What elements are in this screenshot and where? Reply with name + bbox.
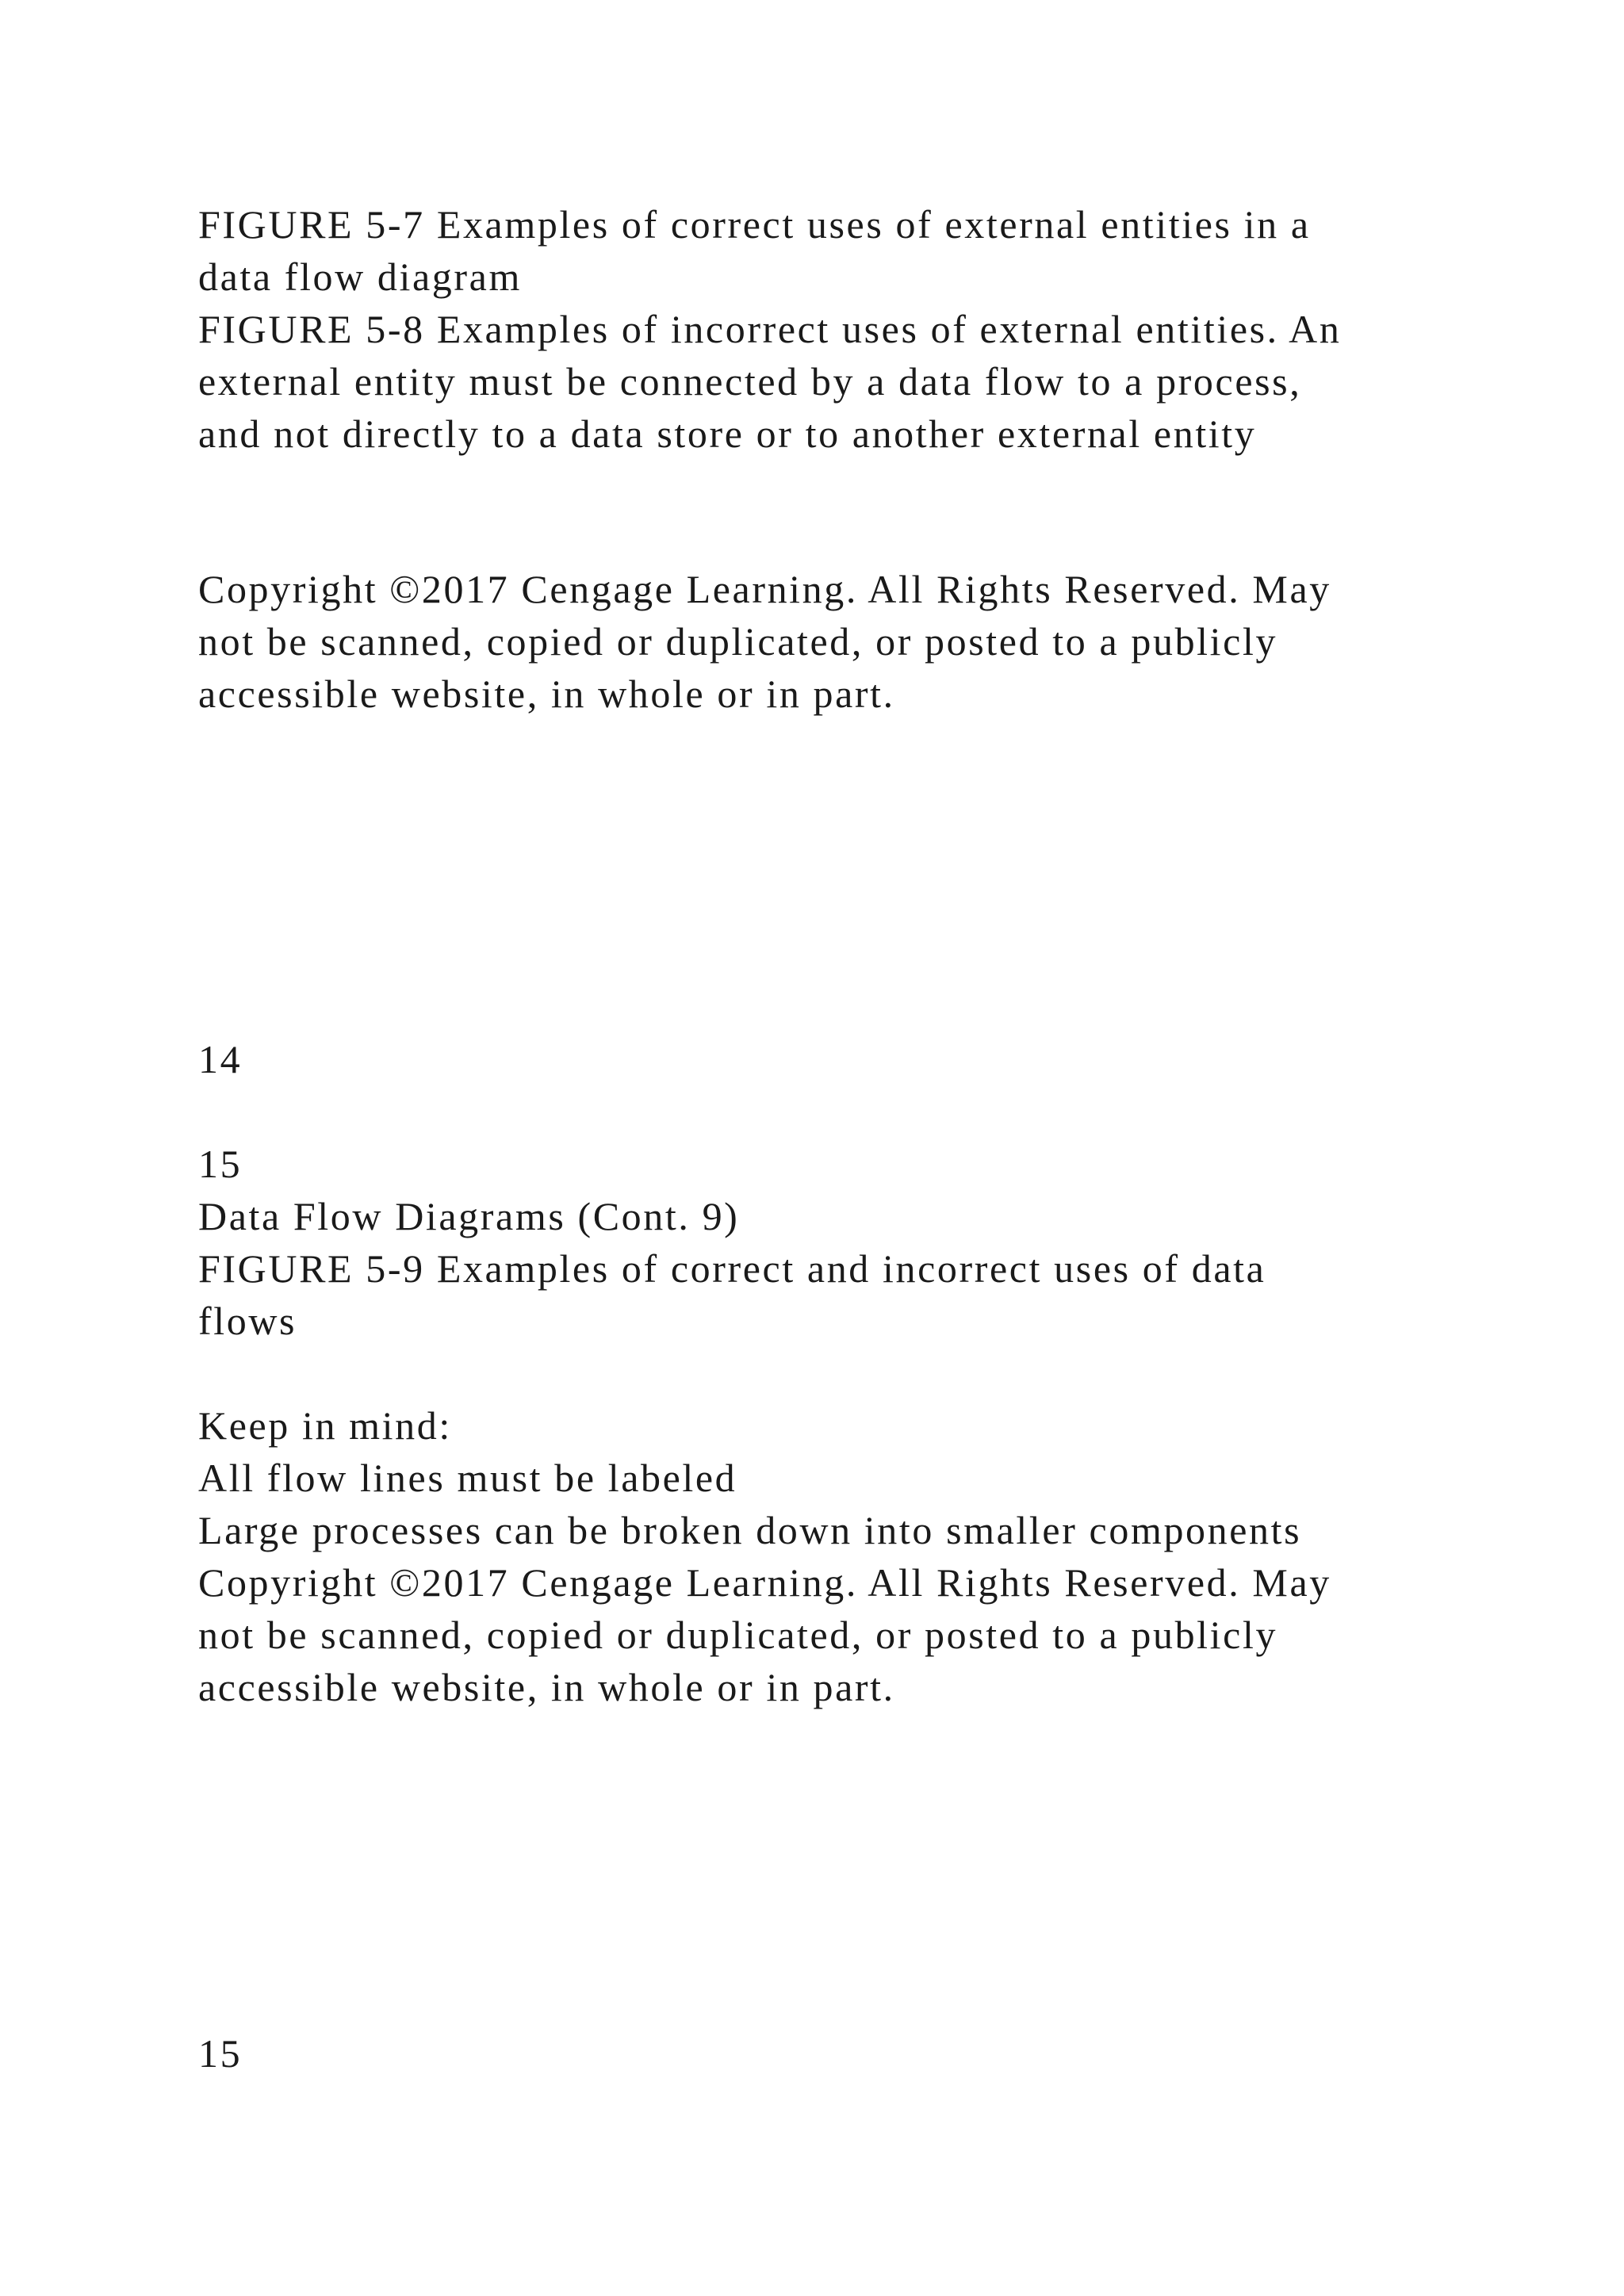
copyright-notice-2-line-3: accessible website, in whole or in part. — [198, 1665, 895, 1709]
slide-title: Data Flow Diagrams (Cont. 9) — [198, 1194, 740, 1238]
caption-figure-5-8-line-2: external entity must be connected by a data flow to a process, — [198, 359, 1302, 404]
slide-number: 15 — [198, 1142, 243, 1186]
copyright-notice-line-1: Copyright ©2017 Cengage Learning. All Rights Reserved. May — [198, 567, 1331, 611]
copyright-notice-2-line-2: not be scanned, copied or duplicated, or posted to a publicly — [198, 1613, 1278, 1657]
caption-figure-5-8-line-1: FIGURE 5-8 Examples of incorrect uses of external entities. An — [198, 307, 1342, 351]
page-number: 14 — [198, 1037, 243, 1081]
copyright-notice-line-3: accessible website, in whole or in part. — [198, 672, 895, 716]
copyright-notice-line-2: not be scanned, copied or duplicated, or posted to a publicly — [198, 619, 1278, 664]
keep-in-mind-item-2: Large processes can be broken down into smaller components — [198, 1508, 1302, 1552]
copyright-notice-2-line-1: Copyright ©2017 Cengage Learning. All Rights Reserved. May — [198, 1560, 1331, 1605]
caption-figure-5-9-line-2: flows — [198, 1299, 297, 1343]
caption-figure-5-8-line-3: and not directly to a data store or to another external entity — [198, 411, 1257, 456]
keep-in-mind-heading: Keep in mind: — [198, 1403, 452, 1448]
caption-figure-5-9-line-1: FIGURE 5-9 Examples of correct and incorrect uses of data — [198, 1246, 1266, 1291]
page-number-2: 15 — [198, 2031, 243, 2076]
caption-figure-5-7-line-1: FIGURE 5-7 Examples of correct uses of external entities in a — [198, 202, 1311, 247]
keep-in-mind-item-1: All flow lines must be labeled — [198, 1456, 737, 1500]
caption-figure-5-7-line-2: data flow diagram — [198, 254, 522, 299]
